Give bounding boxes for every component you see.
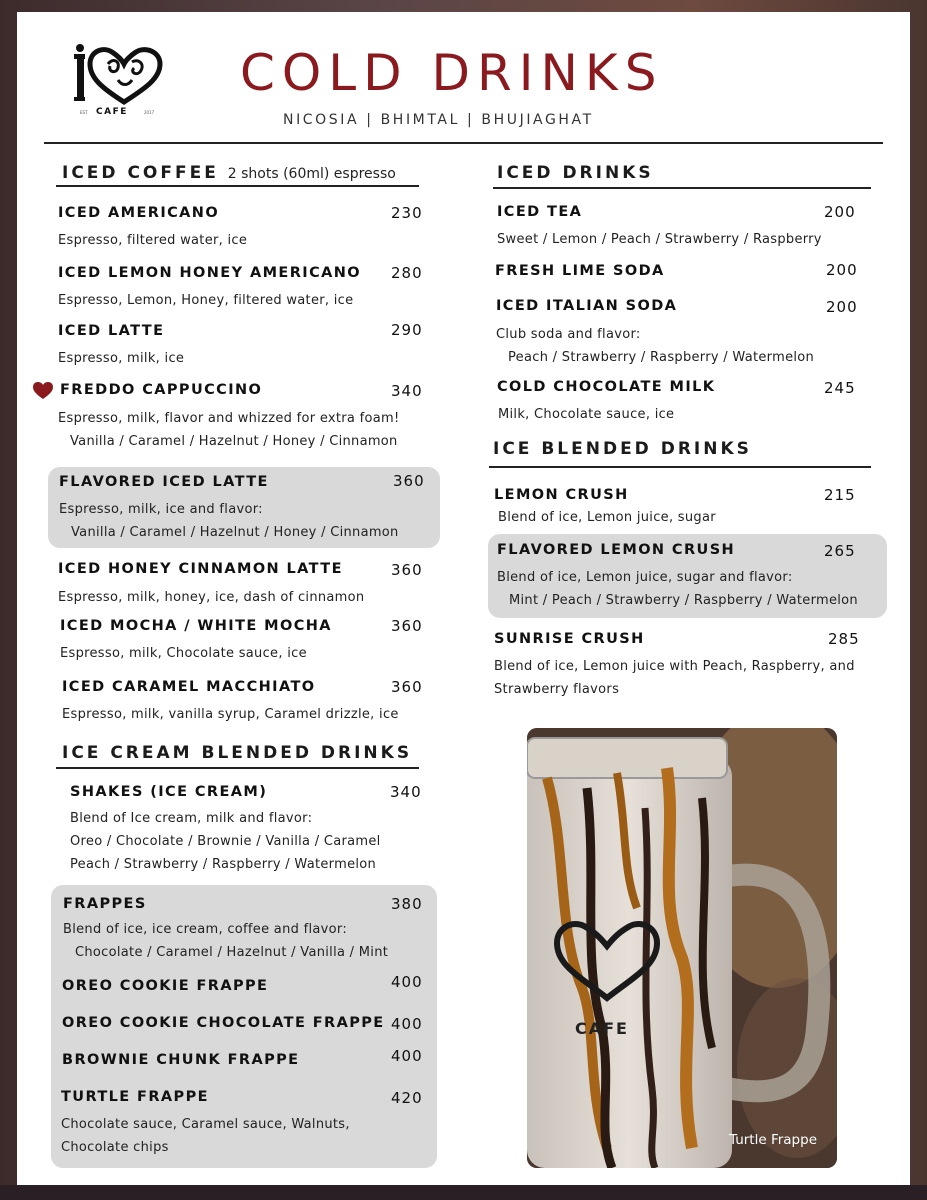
- svg-text:2017: 2017: [144, 110, 155, 115]
- menu-item-flavors: Vanilla / Caramel / Hazelnut / Honey / Cinnamon: [71, 525, 399, 540]
- menu-item-name: BROWNIE CHUNK FRAPPE: [62, 1052, 300, 1068]
- menu-item-desc: Blend of Ice cream, milk and flavor:: [70, 811, 313, 826]
- menu-item-name: ICED TEA: [497, 204, 583, 220]
- menu-item-price: 200: [826, 298, 858, 316]
- section-rule-iced-coffee: [56, 185, 419, 187]
- svg-text:CAFE: CAFE: [575, 1019, 629, 1038]
- header-divider: [44, 142, 883, 144]
- menu-item-price: 200: [824, 203, 856, 221]
- menu-item-desc: Espresso, milk, ice and flavor:: [59, 502, 263, 517]
- menu-item-desc: Chocolate chips: [61, 1140, 169, 1155]
- menu-item-name: ICED MOCHA / WHITE MOCHA: [60, 618, 332, 634]
- page-title: COLD DRINKS: [240, 44, 664, 102]
- menu-item-desc: Blend of ice, Lemon juice with Peach, Raspberry, and: [494, 659, 855, 674]
- menu-item-name: ICED ITALIAN SODA: [496, 298, 678, 314]
- section-rule-iced-drinks: [493, 187, 871, 189]
- menu-item-name: SHAKES (ICE CREAM): [70, 784, 268, 800]
- section-rule-ice-blended: [489, 466, 871, 468]
- menu-item-price: 360: [393, 472, 425, 490]
- menu-item-name: COLD CHOCOLATE MILK: [497, 379, 716, 395]
- menu-item-name: SUNRISE CRUSH: [494, 631, 645, 647]
- menu-item-name: ICED AMERICANO: [58, 205, 220, 221]
- menu-item-price: 360: [391, 617, 423, 635]
- menu-item-price: 265: [824, 542, 856, 560]
- section-heading-ice-cream: ICE CREAM BLENDED DRINKS: [62, 743, 413, 763]
- menu-item-flavors: Mint / Peach / Strawberry / Raspberry / Watermelon: [509, 593, 858, 608]
- menu-item-desc: Espresso, filtered water, ice: [58, 233, 248, 248]
- menu-item-desc: Espresso, milk, ice: [58, 351, 185, 366]
- menu-item-price: 380: [391, 895, 423, 913]
- menu-item-price: 230: [391, 204, 423, 222]
- menu-item-desc: Milk, Chocolate sauce, ice: [498, 407, 675, 422]
- menu-item-desc: Blend of ice, ice cream, coffee and flavor:: [63, 922, 347, 937]
- frappe-mug-illustration: [527, 728, 837, 1168]
- menu-item-name: OREO COOKIE FRAPPE: [62, 978, 269, 994]
- menu-item-name: FLAVORED ICED LATTE: [59, 474, 269, 490]
- menu-item-name: ICED LATTE: [58, 323, 165, 339]
- menu-item-price: 420: [391, 1089, 423, 1107]
- menu-item-name: ICED LEMON HONEY AMERICANO: [58, 265, 362, 281]
- menu-item-desc: Chocolate sauce, Caramel sauce, Walnuts,: [61, 1117, 350, 1132]
- menu-item-desc: Espresso, Lemon, Honey, filtered water, ice: [58, 293, 354, 308]
- menu-item-name: LEMON CRUSH: [494, 487, 629, 503]
- menu-item-price: 400: [391, 1047, 423, 1065]
- menu-item-desc: Espresso, milk, flavor and whizzed for extra foam!: [58, 411, 400, 426]
- menu-item-flavors: Oreo / Chocolate / Brownie / Vanilla / Caramel: [70, 834, 381, 849]
- menu-item-name: FRESH LIME SODA: [495, 263, 665, 279]
- section-heading-ice-blended: ICE BLENDED DRINKS: [493, 439, 752, 459]
- menu-item-name: FREDDO CAPPUCCINO: [60, 382, 263, 398]
- cafe-logo: [72, 42, 164, 120]
- menu-item-name: FLAVORED LEMON CRUSH: [497, 542, 736, 558]
- menu-item-price: 245: [824, 379, 856, 397]
- menu-item-desc: Blend of ice, Lemon juice, sugar: [498, 510, 716, 525]
- svg-text:CAFE: CAFE: [96, 107, 128, 117]
- menu-item-name: ICED CARAMEL MACCHIATO: [62, 679, 316, 695]
- menu-item-name: FRAPPES: [63, 896, 147, 912]
- menu-item-price: 285: [828, 630, 860, 648]
- locations-subtitle: NICOSIA | BHIMTAL | BHUJIAGHAT: [283, 112, 594, 128]
- menu-item-desc: Sweet / Lemon / Peach / Strawberry / Raspberry: [497, 232, 822, 247]
- espresso-note: 2 shots (60ml) espresso: [227, 166, 396, 182]
- menu-item-name: OREO COOKIE CHOCOLATE FRAPPE: [62, 1015, 385, 1031]
- menu-item-price: 340: [391, 382, 423, 400]
- menu-item-price: 290: [391, 321, 423, 339]
- menu-item-price: 400: [391, 1015, 423, 1033]
- menu-item-desc: Club soda and flavor:: [496, 327, 641, 342]
- menu-item-desc: Strawberry flavors: [494, 682, 620, 697]
- section-rule-ice-cream: [56, 767, 419, 769]
- menu-item-desc: Espresso, milk, Chocolate sauce, ice: [60, 646, 307, 661]
- photo-caption: Turtle Frappe: [729, 1132, 817, 1148]
- menu-item-price: 215: [824, 486, 856, 504]
- svg-text:EST: EST: [80, 110, 88, 115]
- menu-item-flavors: Vanilla / Caramel / Hazelnut / Honey / Cinnamon: [70, 434, 398, 449]
- menu-item-price: 280: [391, 264, 423, 282]
- menu-item-flavors: Chocolate / Caramel / Hazelnut / Vanilla / Mint: [75, 945, 389, 960]
- menu-item-flavors: Peach / Strawberry / Raspberry / Watermelon: [70, 857, 377, 872]
- background-strip: [0, 1185, 927, 1200]
- menu-item-desc: Espresso, milk, honey, ice, dash of cinnamon: [58, 590, 365, 605]
- section-heading-iced-coffee: ICED COFFEE 2 shots (60ml) espresso: [62, 163, 396, 183]
- menu-item-price: 360: [391, 678, 423, 696]
- menu-item-price: 200: [826, 261, 858, 279]
- menu-item-price: 400: [391, 973, 423, 991]
- menu-item-price: 360: [391, 561, 423, 579]
- menu-item-flavors: Peach / Strawberry / Raspberry / Watermelon: [508, 350, 815, 365]
- menu-item-name: TURTLE FRAPPE: [61, 1089, 209, 1105]
- turtle-frappe-photo: [527, 728, 837, 1168]
- section-heading-iced-drinks: ICED DRINKS: [497, 163, 654, 183]
- menu-item-name: ICED HONEY CINNAMON LATTE: [58, 561, 343, 577]
- menu-item-desc: Blend of ice, Lemon juice, sugar and flavor:: [497, 570, 793, 585]
- menu-item-desc: Espresso, milk, vanilla syrup, Caramel drizzle, ice: [62, 707, 399, 722]
- favorite-heart-icon: [33, 382, 53, 400]
- menu-item-price: 340: [390, 783, 422, 801]
